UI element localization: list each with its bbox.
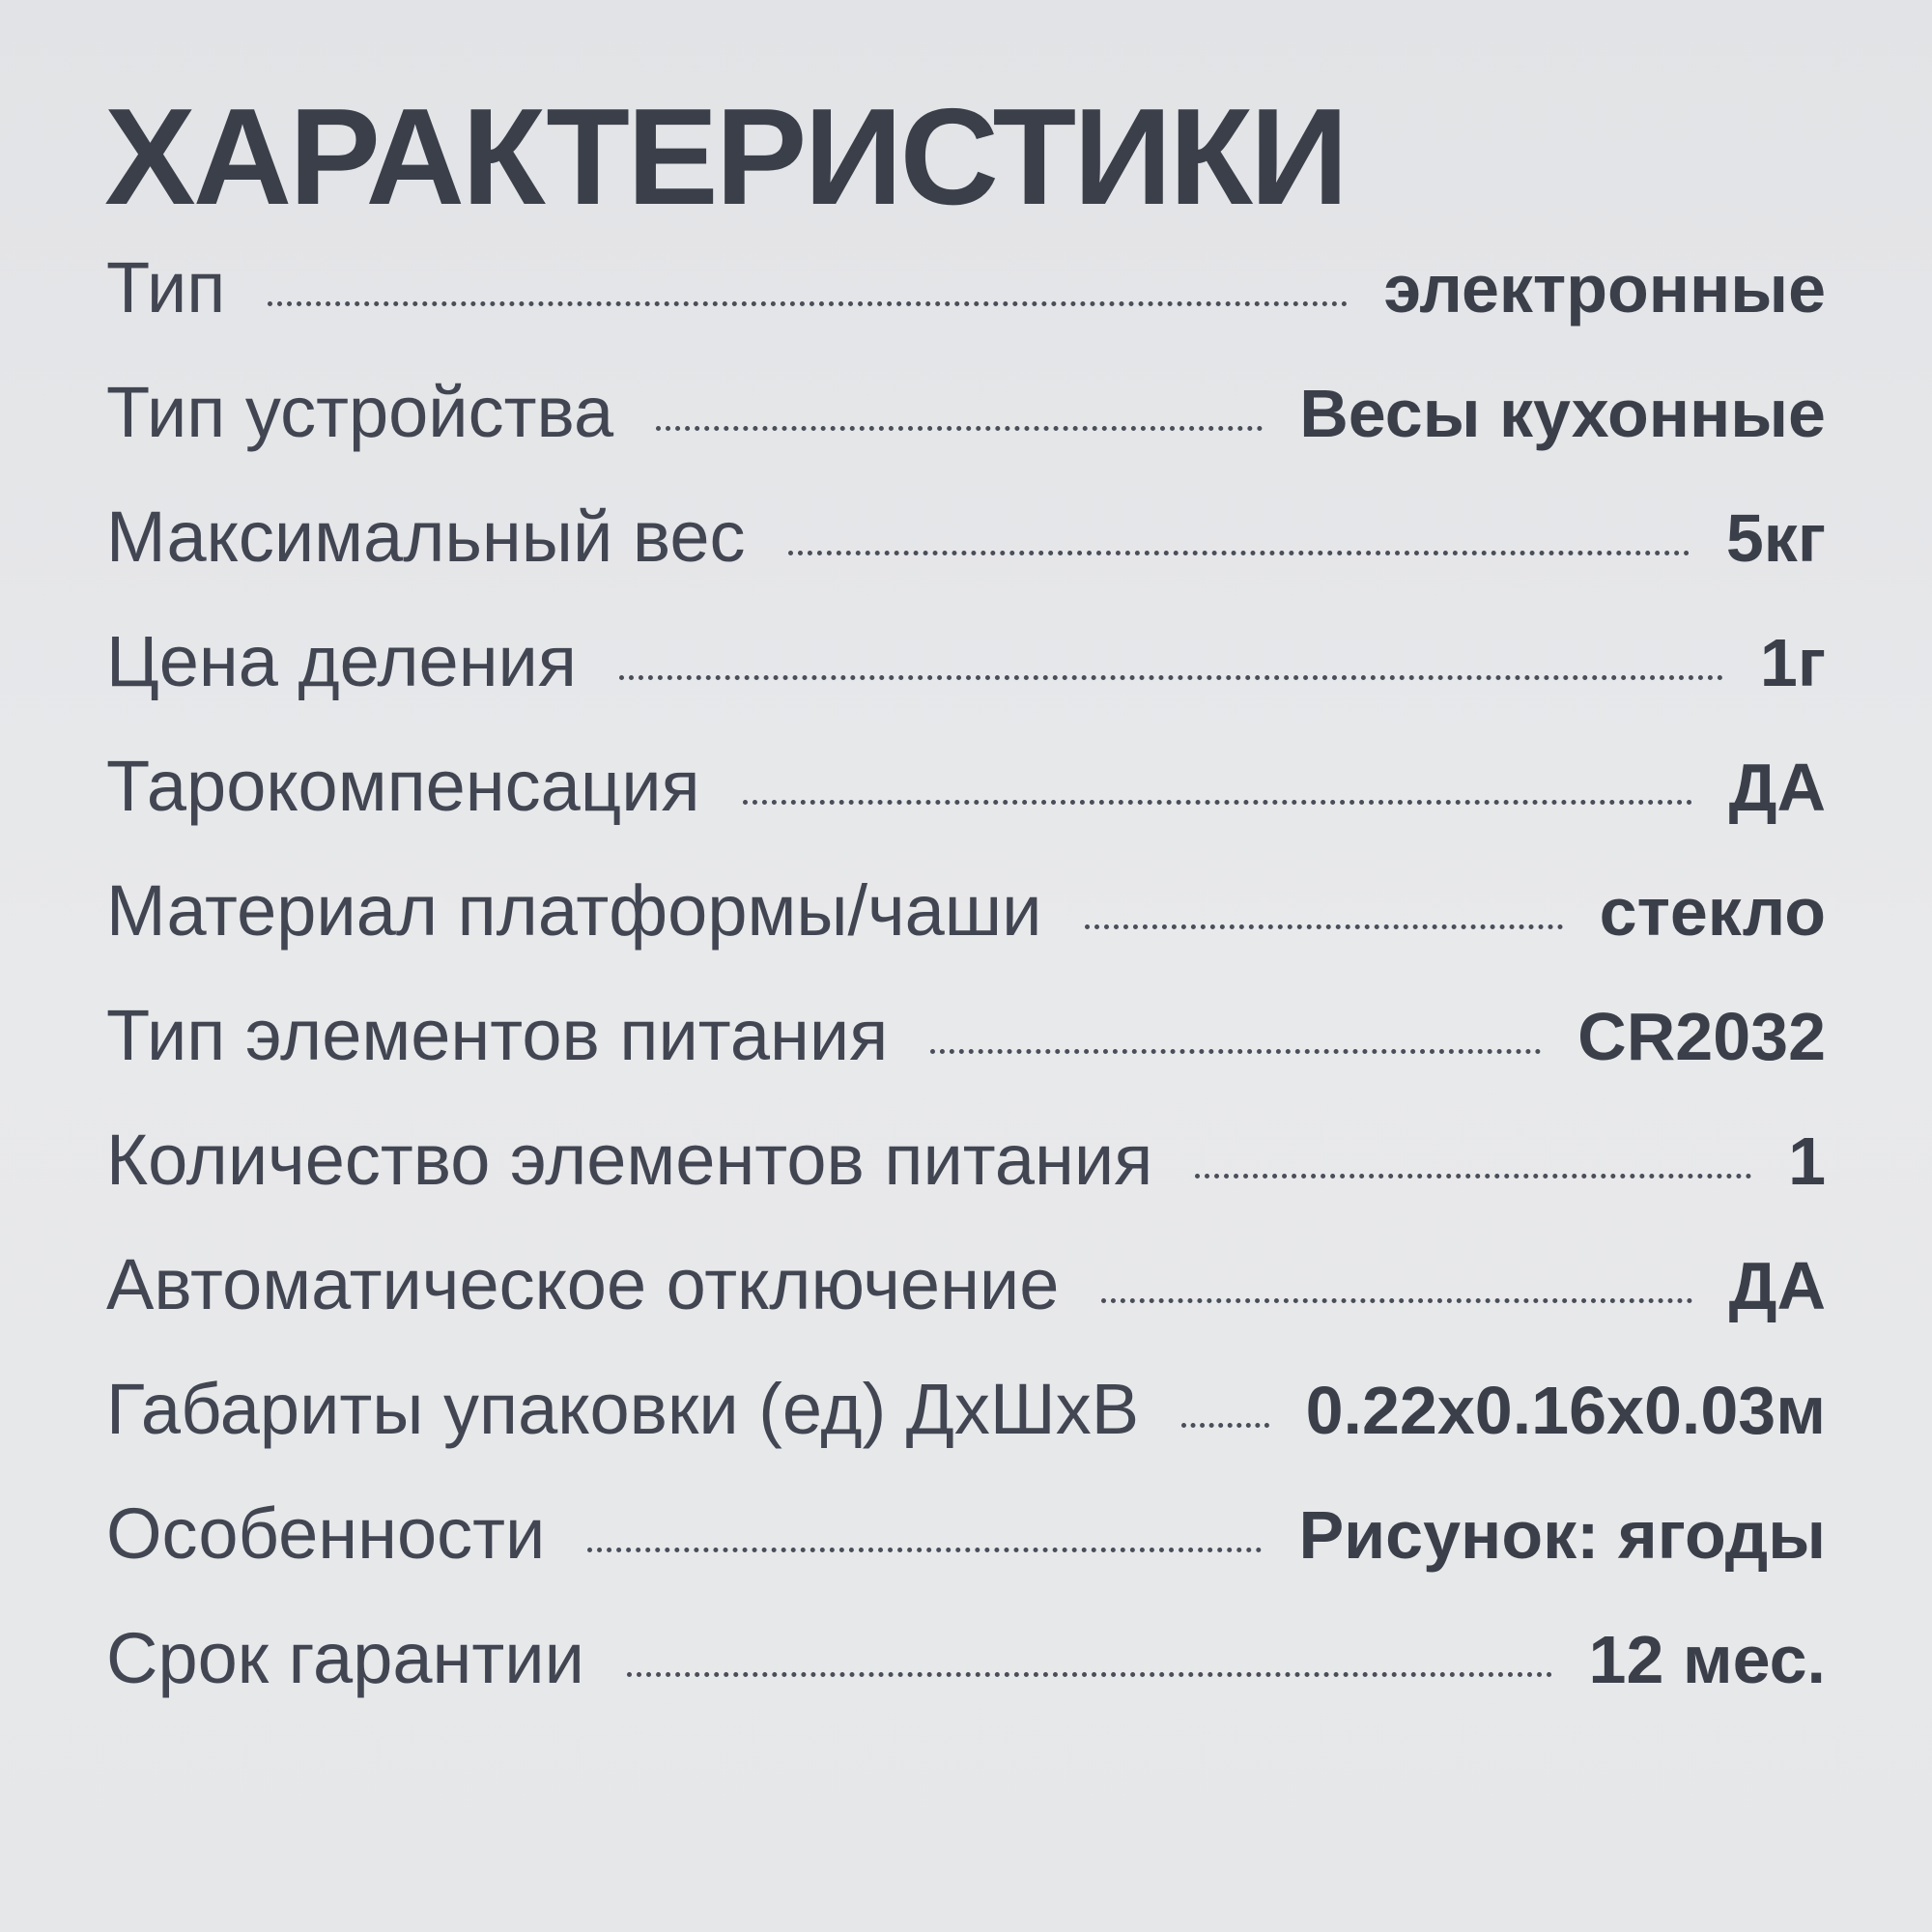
spec-value: 1г	[1759, 625, 1826, 700]
dotted-leader	[743, 800, 1692, 805]
spec-label: Особенности	[106, 1493, 546, 1574]
dotted-leader	[1195, 1174, 1751, 1179]
spec-label: Материал платформы/чаши	[106, 870, 1042, 951]
spec-label: Количество элементов питания	[106, 1120, 1153, 1200]
spec-row	[106, 1492, 1826, 1617]
spec-label: Тарокомпенсация	[106, 746, 700, 826]
spec-row	[106, 1119, 1826, 1243]
spec-row	[106, 745, 1826, 869]
page-title: ХАРАКТЕРИСТИКИ	[104, 80, 1347, 234]
spec-label: Максимальный вес	[106, 497, 746, 577]
dotted-leader	[619, 675, 1723, 680]
spec-row	[106, 1368, 1826, 1492]
dotted-leader	[587, 1548, 1262, 1552]
dotted-leader	[930, 1049, 1541, 1054]
spec-label: Автоматическое отключение	[106, 1244, 1060, 1324]
spec-value: 0.22x0.16x0.03м	[1305, 1373, 1826, 1448]
dotted-leader	[788, 551, 1690, 555]
spec-value: электронные	[1383, 251, 1826, 327]
spec-row	[106, 620, 1826, 745]
spec-value: 12 мес.	[1588, 1622, 1826, 1697]
spec-value: ДА	[1728, 750, 1826, 825]
spec-row	[106, 371, 1826, 496]
spec-label: Тип	[106, 247, 226, 327]
dotted-leader	[1085, 924, 1563, 929]
spec-label: Тип элементов питания	[106, 995, 889, 1075]
dotted-leader	[1101, 1298, 1691, 1303]
spec-label: Тип устройства	[106, 372, 614, 452]
spec-value: Рисунок: ягоды	[1298, 1497, 1826, 1573]
dotted-leader	[627, 1672, 1552, 1677]
spec-value: 5кг	[1725, 500, 1826, 576]
spec-label: Срок гарантии	[106, 1618, 584, 1698]
spec-row	[106, 246, 1826, 371]
spec-value: Весы кухонные	[1299, 376, 1826, 451]
spec-row	[106, 994, 1826, 1119]
spec-row	[106, 496, 1826, 620]
dotted-leader	[656, 426, 1263, 431]
spec-value: 1	[1788, 1123, 1826, 1199]
spec-value: ДА	[1728, 1248, 1826, 1323]
spec-row	[106, 869, 1826, 994]
spec-label: Цена деления	[106, 621, 577, 701]
dotted-leader	[268, 301, 1347, 306]
spec-label: Габариты упаковки (ед) ДхШхВ	[106, 1369, 1140, 1449]
spec-list	[106, 246, 1826, 1742]
dotted-leader	[1181, 1423, 1269, 1428]
spec-value: CR2032	[1577, 999, 1826, 1074]
spec-row	[106, 1617, 1826, 1742]
spec-row	[106, 1243, 1826, 1368]
spec-value: стекло	[1599, 874, 1826, 950]
